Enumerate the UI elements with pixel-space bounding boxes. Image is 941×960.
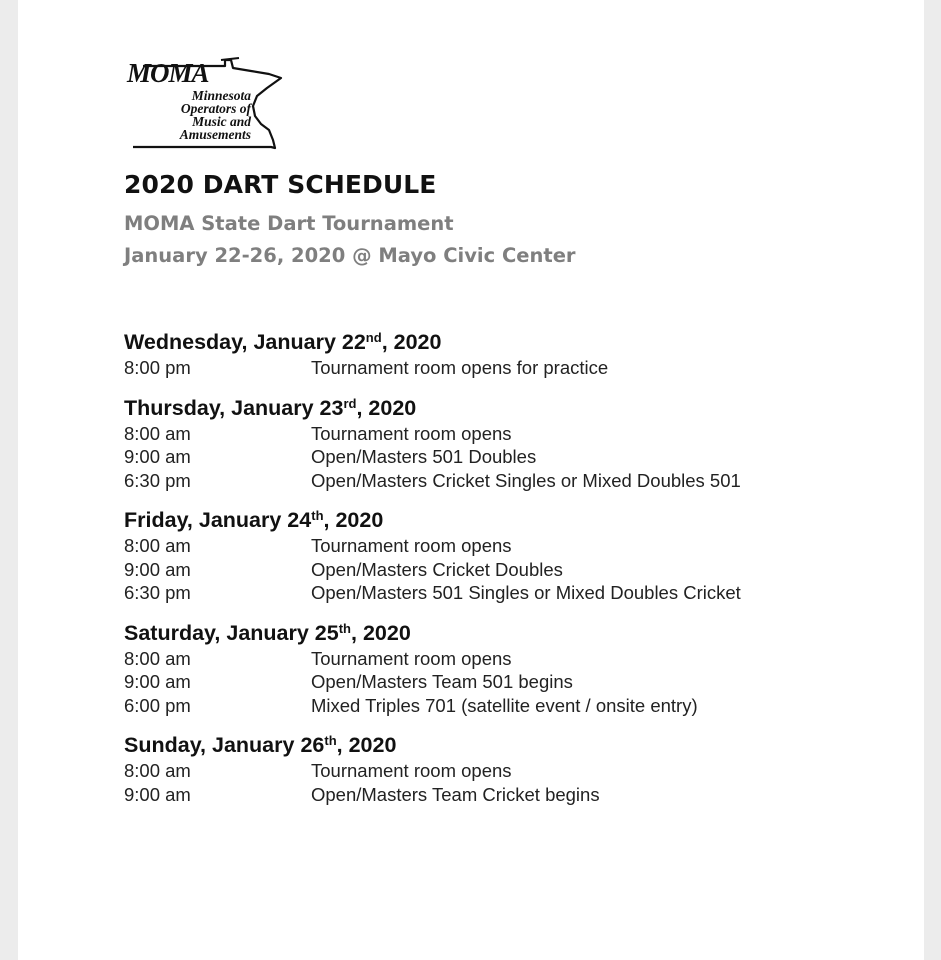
event-time: 9:00 am: [124, 558, 191, 580]
event-time: 8:00 am: [124, 535, 191, 556]
logo-org-name: [141, 89, 251, 141]
day-heading: [124, 394, 904, 422]
day-ordinal: nd: [365, 330, 382, 345]
event-description: Tournament room opens: [311, 760, 512, 781]
event-time: 8:00 am: [124, 647, 191, 669]
event-row: [124, 670, 904, 694]
day-heading-text: Wednesday, January 22: [124, 330, 366, 354]
day-block: [124, 506, 904, 605]
day-year: , 2020: [351, 620, 411, 645]
event-time: 8:00 am: [124, 760, 191, 781]
event-description: Open/Masters Cricket Singles or Mixed Doubles 501: [311, 469, 741, 491]
event-time: 6:30 pm: [124, 469, 191, 491]
day-ordinal: th: [311, 508, 324, 523]
event-row: [124, 445, 904, 469]
event-time: 9:00 am: [124, 446, 191, 467]
event-row: [124, 422, 904, 446]
event-description: Open/Masters 501 Doubles: [311, 446, 537, 467]
event-time: 9:00 am: [124, 671, 191, 692]
event-row: [124, 783, 904, 807]
day-ordinal: th: [324, 733, 337, 748]
document-title: 2020 DART SCHEDULE: [124, 170, 437, 199]
day-heading: [124, 506, 904, 534]
event-description: Open/Masters Cricket Doubles: [311, 558, 563, 580]
day-block: [124, 731, 904, 806]
logo-line: Amusements: [179, 127, 251, 142]
event-row: [124, 581, 904, 605]
day-block: [124, 619, 904, 718]
day-year: , 2020: [336, 733, 397, 757]
event-description: Tournament room opens: [311, 535, 512, 556]
document-page: [18, 0, 924, 960]
event-row: [124, 469, 904, 493]
tournament-name: MOMA State Dart Tournament: [124, 212, 454, 235]
event-description: Tournament room opens for practice: [311, 357, 609, 378]
logo-line: Operators of: [180, 101, 251, 116]
event-description: Tournament room opens: [311, 422, 512, 444]
event-row: [124, 694, 904, 718]
event-description: Open/Masters 501 Singles or Mixed Doubles Cricket: [311, 582, 741, 603]
day-ordinal: th: [338, 620, 351, 636]
day-year: , 2020: [381, 330, 442, 354]
event-time: 8:00 am: [124, 422, 191, 444]
schedule: [124, 328, 904, 820]
day-year: , 2020: [356, 395, 417, 420]
day-block: [124, 328, 904, 380]
event-description: Tournament room opens: [311, 647, 512, 669]
event-row: [124, 356, 904, 380]
event-row: [124, 647, 904, 671]
day-ordinal: rd: [343, 395, 357, 411]
day-heading: [124, 328, 904, 356]
event-row: [124, 534, 904, 558]
event-time: 8:00 pm: [124, 357, 191, 378]
logo-line: Minnesota: [191, 88, 251, 103]
day-heading: [124, 619, 904, 647]
day-block: [124, 394, 904, 493]
event-description: Open/Masters Team Cricket begins: [311, 783, 600, 805]
day-heading-text: Saturday, January 25: [124, 620, 339, 645]
event-description: Open/Masters Team 501 begins: [311, 671, 573, 692]
tournament-dates-location: January 22-26, 2020 @ Mayo Civic Center: [124, 244, 576, 267]
event-time: 6:30 pm: [124, 582, 191, 603]
event-time: 9:00 am: [124, 783, 191, 805]
logo-title: MOMA: [127, 58, 209, 88]
event-time: 6:00 pm: [124, 694, 191, 716]
event-row: [124, 558, 904, 582]
day-heading-text: Friday, January 24: [124, 508, 312, 532]
moma-logo: [121, 52, 291, 162]
day-heading-text: Thursday, January 23: [124, 395, 344, 420]
day-heading-text: Sunday, January 26: [124, 733, 325, 757]
day-heading: [124, 731, 904, 759]
event-description: Mixed Triples 701 (satellite event / onsite entry): [311, 694, 698, 716]
event-row: [124, 759, 904, 783]
logo-line: Music and: [192, 114, 251, 129]
day-year: , 2020: [323, 508, 384, 532]
